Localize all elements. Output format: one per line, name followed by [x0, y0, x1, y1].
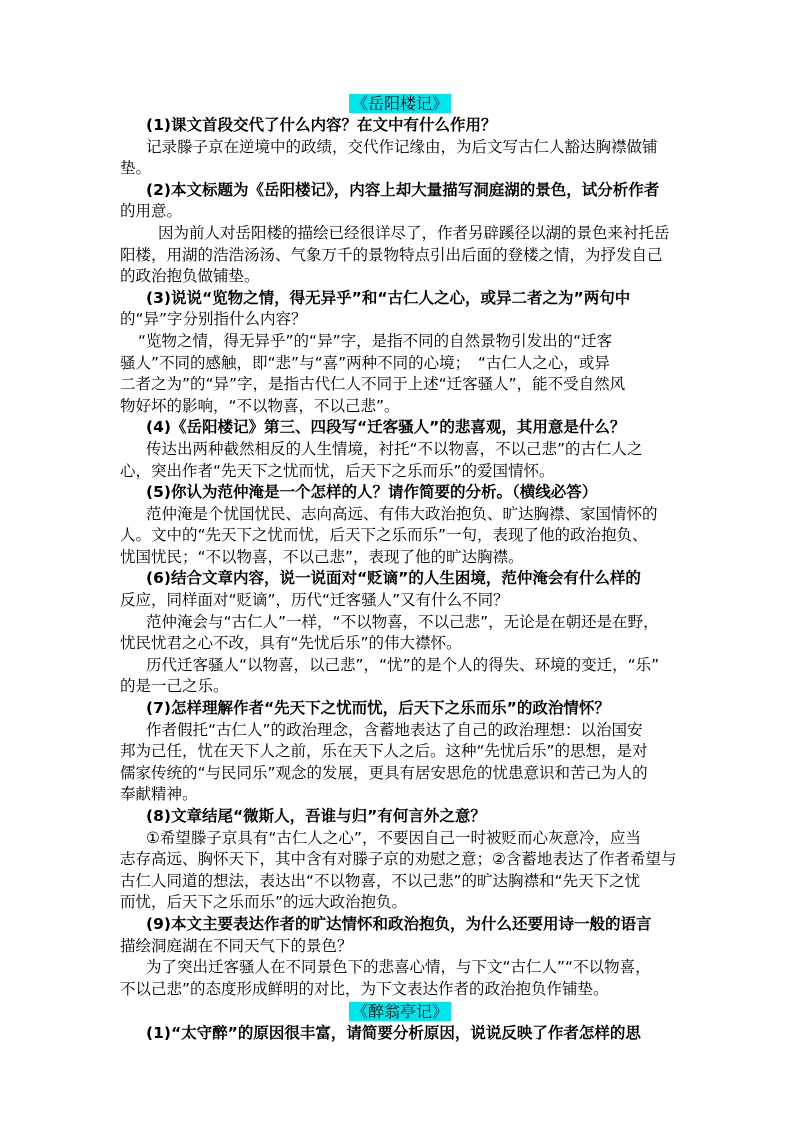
title-highlight: 《岳阳楼记》: [349, 94, 451, 113]
answer-9-line: 不以己悲”的态度形成鲜明的对比，为下文表达作者的政治抱负作铺垫。: [120, 979, 609, 998]
answer-6-line: 忧民忧君之心不改，具有“先忧后乐”的伟大襟怀。: [120, 634, 462, 653]
question-3: (3)说说“览物之情，得无异乎”和“古仁人之心，或异二者之为”两句中: [146, 288, 631, 307]
answer-2-line: 阳楼，用湖的浩浩汤汤、气象万千的景物特点引出后面的登楼之情，为抒发自己: [120, 245, 663, 264]
answer-2-line: 因为前人对岳阳楼的描绘已经很详尽了，作者另辟蹊径以湖的景色来衬托岳: [158, 223, 670, 242]
answer-7-line: 奉献精神。: [120, 785, 198, 804]
question-5: (5)你认为范仲淹是一个怎样的人？请作简要的分析。（横线必答）: [146, 483, 598, 502]
answer-1-line: 垫。: [120, 159, 152, 178]
answer-6-line: 的是一己之乐。: [120, 677, 229, 696]
answer-8-line: 志存高远、胸怀天下，其中含有对滕子京的劝慰之意；②含蓄地表达了作者希望与: [120, 850, 677, 869]
answer-7-line: 邦为己任，忧在天下人之前，乐在天下人之后。这种“先忧后乐”的思想，是对: [120, 742, 648, 761]
answer-5-line: 范仲淹是个忧国忧民、志向高远、有伟大政治抱负、旷达胸襟、家国情怀的: [146, 504, 658, 523]
question-9-line: 描绘洞庭湖在不同天气下的景色？: [120, 936, 353, 955]
answer-2-line: 的政治抱负做铺垫。: [120, 267, 260, 286]
answer-8-line: ①希望滕子京具有“古仁人之心”，不要因自己一时被贬而心灰意冷，应当: [146, 828, 641, 847]
document-page: [120, 92, 680, 1045]
answer-3-line: “览物之情，得无异乎”的“异”字，是指不同的自然景物引发出的“迁客: [138, 331, 613, 350]
question-8: (8)文章结尾“微斯人，吾谁与归”有何言外之意？: [146, 807, 486, 825]
question-1-section-2: (1)“太守醉”的原因很丰富，请简要分析原因，说说反映了作者怎样的思: [146, 1024, 641, 1043]
answer-9-line: 为了突出迁客骚人在不同景色下的悲喜心情，与下文“古仁人”“不以物喜，: [146, 958, 651, 977]
answer-4-line: 传达出两种截然相反的人生情境，衬托“不以物喜，不以己悲”的古仁人之: [146, 439, 643, 458]
question-2: (2)本文标题为《岳阳楼记》，内容上却大量描写洞庭湖的景色，试分析作者: [146, 180, 660, 199]
question-6-line: 反应，同样面对“贬谪”，历代“迁客骚人”又有什么不同？: [120, 591, 509, 610]
answer-3-line: 物好坏的影响，“不以物喜，不以己悲”。: [120, 396, 400, 415]
answer-8-line: 而忧，后天下之乐而乐”的远大政治抱负。: [120, 893, 408, 912]
question-6: (6)结合文章内容，说一说面对“贬谪”的人生困境，范仲淹会有什么样的: [146, 569, 641, 588]
answer-8-line: 古仁人同道的想法，表达出“不以物喜，不以己悲”的旷达胸襟和“先天下之忧: [120, 871, 641, 890]
question-1: (1)课文首段交代了什么内容？在文中有什么作用？: [146, 116, 497, 134]
answer-1-line: 记录滕子京在逆境中的政绩，交代作记缘由，为后文写古仁人豁达胸襟做铺: [146, 137, 658, 156]
question-9: (9)本文主要表达作者的旷达情怀和政治抱负，为什么还要用诗一般的语言: [146, 914, 652, 933]
answer-6-line: 历代迁客骚人“以物喜，以己悲”，“忧”的是个人的得失、环境的变迁，“乐”: [146, 655, 660, 674]
section-title-yueyanglou: [120, 92, 680, 115]
answer-7-line: 儒家传统的“与民同乐”观念的发展，更具有居安思危的忧患意识和苦己为人的: [120, 763, 648, 782]
answer-4-line: 心，突出作者“先天下之忧而忧，后天下之乐而乐”的爱国情怀。: [120, 461, 555, 480]
answer-5-line: 人。文中的“先天下之忧而忧，后天下之乐而乐”一句，表现了他的政治抱负、: [120, 526, 648, 545]
section-title-zuiwengting: [120, 1000, 680, 1023]
answer-7-line: 作者假托“古仁人”的政治理念，含蓄地表达了自己的政治理想：以治国安: [146, 720, 643, 739]
answer-3-line: 二者之为”的“异”字，是指古代仁人不同于上述“迁客骚人”，能不受自然风: [120, 375, 626, 394]
answer-3-line: 骚人”不同的感触，即“悲”与“喜”两种不同的心境； “古仁人之心，或异: [120, 353, 610, 372]
answer-5-line: 忧国忧民；“不以物喜，不以己悲”，表现了他的旷达胸襟。: [120, 547, 524, 566]
title-highlight: 《醉翁亭记》: [349, 1002, 451, 1021]
question-7: (7)怎样理解作者“先天下之忧而忧，后天下之乐而乐”的政治情怀？: [146, 699, 610, 718]
answer-6-line: 范仲淹会与“古仁人”一样，“不以物喜，不以己悲”，无论是在朝还是在野，: [146, 612, 659, 631]
question-4: (4)《岳阳楼记》第三、四段写“迁客骚人”的悲喜观，其用意是什么？: [146, 418, 626, 437]
question-2-line: 的用意。: [120, 202, 183, 221]
question-3-line: 的“异”字分别指什么内容？: [120, 310, 307, 329]
